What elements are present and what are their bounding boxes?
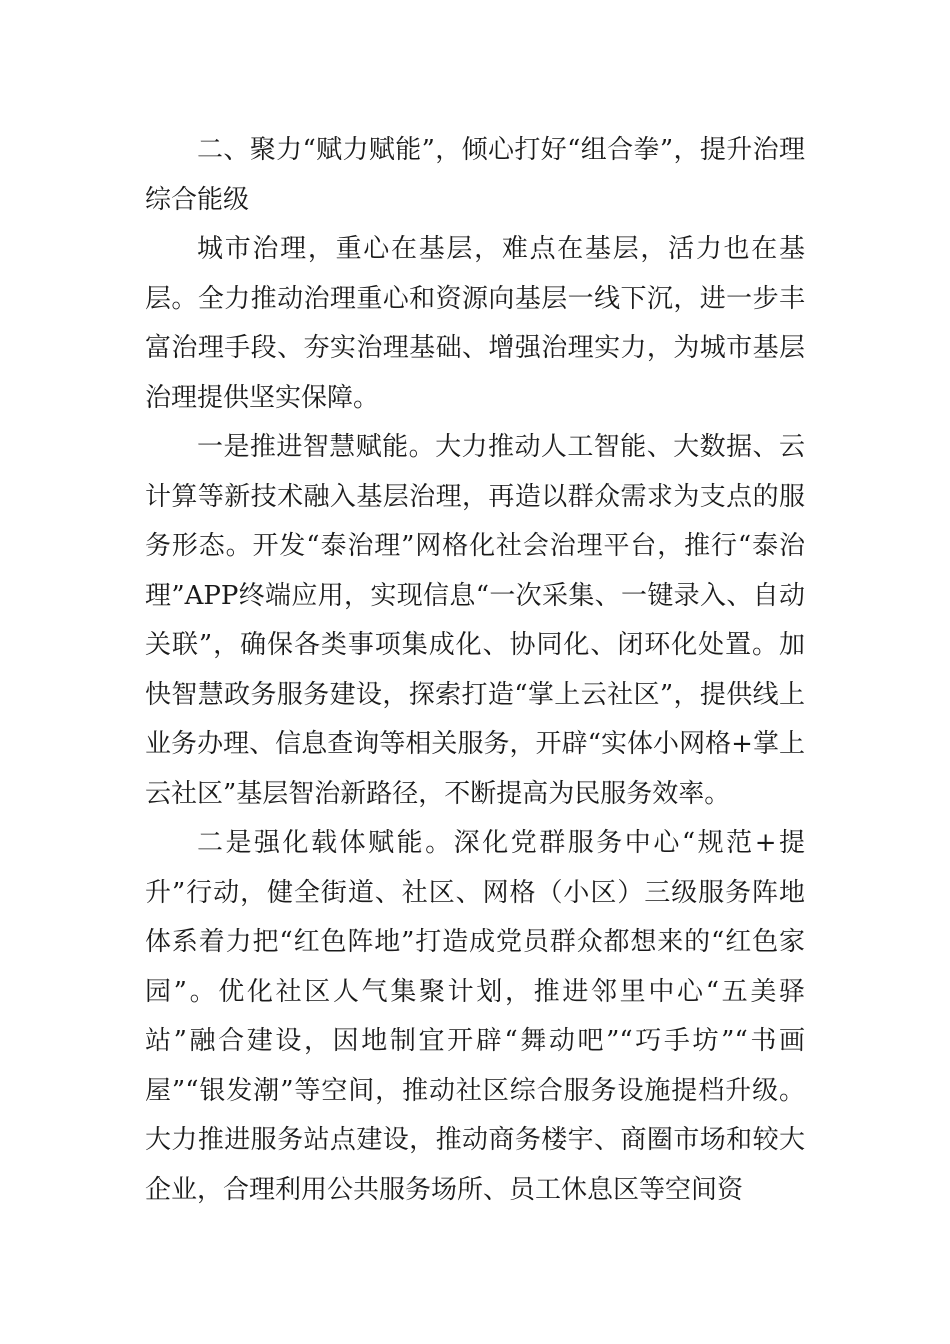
section-heading: 二、聚力“赋力赋能”，倾心打好“组合拳”，提升治理综合能级	[145, 135, 805, 215]
paragraph-smart-empowerment: 一是推进智慧赋能。大力推动人工智能、大数据、云计算等新技术融入基层治理，再造以群众需求为支点的服务形态。开发“泰治理”网格化社会治理平台，推行“泰治理”APP终端应用，实现信息“一次采集、一键录入、自动关联”，确保各类事项集成化、协同化、闭环化处置。加快智慧政务服务建设，探索打造“掌上云社区”，提供线上业务办理、信息查询等相关服务，开辟“实体小网格+掌上云社区”基层智治新路径，不断提高为民服务效率。	[145, 432, 805, 809]
paragraph-carrier-empowerment: 二是强化载体赋能。深化党群服务中心“规范+提升”行动，健全街道、社区、网格（小区）三级服务阵地体系着力把“红色阵地”打造成党员群众都想来的“红色家园”。优化社区人气集聚计划，推进邻里中心“五美驿站”融合建设，因地制宜开辟“舞动吧”“巧手坊”“书画屋”“银发潮”等空间，推动社区综合服务设施提档升级。大力推进服务站点建设，推动商务楼宇、商圈市场和较大企业，合理利用公共服务场所、员工休息区等空间资	[145, 828, 805, 1205]
document-body	[145, 126, 805, 1215]
paragraph-intro: 城市治理，重心在基层，难点在基层，活力也在基层。全力推动治理重心和资源向基层一线下沉，进一步丰富治理手段、夯实治理基础、增强治理实力，为城市基层治理提供坚实保障。	[145, 234, 805, 413]
